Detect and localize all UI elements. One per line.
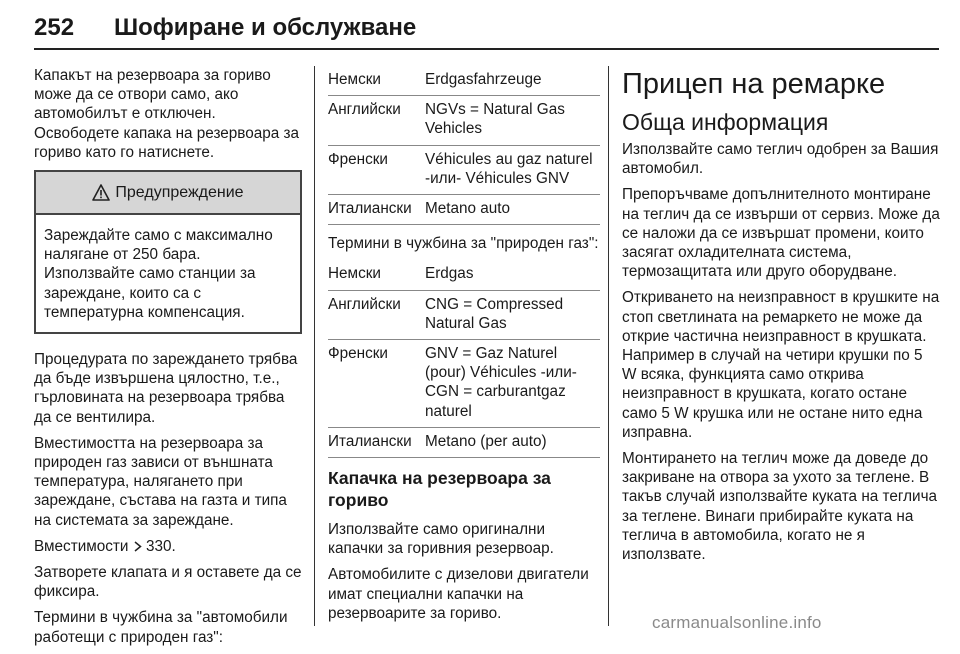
fuel-cap-heading: Капачка на резервоара за гориво xyxy=(328,468,551,511)
fuel-flap-paragraph: Капакът на резервоара за гориво може да се отвори само, ако автомобилът е отключен. Освободете капака на резервоара за гориво като го натиснете. xyxy=(34,67,300,161)
column-1 xyxy=(34,66,302,654)
term-value: Metano auto xyxy=(425,195,600,225)
procedure-paragraph: Процедурата по зареждането трябва да бъде извършена цялостно, т.е., гърловината на резервоара трябва да се вентилира. xyxy=(34,351,298,426)
term-row xyxy=(328,96,600,145)
term-language: Немски xyxy=(328,66,425,96)
page-number: 252 xyxy=(34,14,75,41)
term-row xyxy=(328,260,600,290)
warning-header xyxy=(36,172,300,215)
term-row xyxy=(328,427,600,457)
term-value: Erdgas xyxy=(425,260,600,290)
term-row xyxy=(328,195,600,225)
term-language: Италиански xyxy=(328,195,425,225)
capacities-label: Вместимости xyxy=(34,537,129,555)
term-value: NGVs = Natural Gas Vehicles xyxy=(425,96,600,145)
towing-eye-paragraph: Монтирането на теглич може да доведе до закриване на отвора за ухото за теглене. В такъв случай използвайте куката на теглича за теглене. Винаги прибирайте куката на теглича в автомобила, когато не я използвате. xyxy=(622,450,938,564)
towbar-installation-paragraph: Препоръчваме допълнителното монтиране на теглич да се извърши от сервиз. Може да се наложи да се извършат промени, които засягат охладителната система, термозащитата или друго оборудване. xyxy=(622,186,940,281)
column-2 xyxy=(328,66,600,630)
original-caps-paragraph: Използвайте само оригинални капачки за горивния резервоар. xyxy=(328,521,554,558)
term-language: Немски xyxy=(328,260,425,290)
subsection-title: Обща информация xyxy=(622,109,829,135)
foreign-terms-gas-intro: Термини в чужбина за "природен газ": xyxy=(328,235,599,253)
term-language: Английски xyxy=(328,290,425,339)
warning-triangle-icon xyxy=(92,184,110,201)
term-language: Френски xyxy=(328,340,425,428)
close-flap-paragraph: Затворете клапата и я оставете да се фиксира. xyxy=(34,564,302,601)
term-row xyxy=(328,66,600,96)
term-language: Английски xyxy=(328,96,425,145)
term-row xyxy=(328,290,600,339)
column-divider-2 xyxy=(608,66,609,626)
column-divider-1 xyxy=(314,66,315,626)
term-value: GNV = Gaz Naturel (pour) Véhicules -или- CGN = carburantgaz naturel xyxy=(425,340,600,428)
term-language: Френски xyxy=(328,145,425,194)
section-title: Прицеп на ремарке xyxy=(622,68,886,100)
towbar-approved-paragraph: Използвайте само теглич одобрен за Вашия автомобил. xyxy=(622,141,939,178)
term-language: Италиански xyxy=(328,427,425,457)
terms-table-vehicles xyxy=(328,66,600,225)
term-value: Erdgasfahrzeuge xyxy=(425,66,600,96)
diesel-caps-paragraph: Автомобилите с дизелови двигатели имат специални капачки на резервоарите за гориво. xyxy=(328,566,589,622)
term-row xyxy=(328,145,600,194)
running-title: Шофиране и обслужване xyxy=(114,14,417,41)
watermark: carmanualsonline.info xyxy=(652,613,822,632)
capacity-paragraph: Вместимостта на резервоара за природен газ зависи от външната температура, налягането при зареждане, състава на газта и типа на системата за зареждане. xyxy=(34,434,287,529)
bulb-failure-paragraph: Откриването на неизправност в крушките на стоп светлината на ремаркето не може да открие частична неизправност в крушката. Например в случай на четири крушки по 5 W всяка, функцията само открива неизправност в крушката, когато остане само 5 W крушка или не остане нито една изправна. xyxy=(622,289,940,441)
term-value: Metano (per auto) xyxy=(425,427,600,457)
foreign-terms-vehicles-intro: Термини в чужбина за "автомобили работещи с природен газ": xyxy=(34,609,288,646)
page-header xyxy=(34,14,939,50)
warning-title: Предупреждение xyxy=(115,183,244,201)
term-value: Véhicules au gaz naturel -или- Véhicules GNV xyxy=(425,145,600,194)
terms-table-gas xyxy=(328,260,600,458)
term-row xyxy=(328,340,600,428)
capacities-reference xyxy=(34,537,302,556)
warning-text: Зареждайте само с максимално налягане от 250 бара. Използвайте само станции за зареждане, които са с температурна компенсация. xyxy=(44,227,273,321)
term-value: CNG = Compressed Natural Gas xyxy=(425,290,600,339)
warning-box xyxy=(34,170,302,334)
page-reference-arrow-icon xyxy=(133,541,142,552)
capacities-page-link[interactable]: 330. xyxy=(145,537,176,555)
column-3 xyxy=(622,66,940,571)
